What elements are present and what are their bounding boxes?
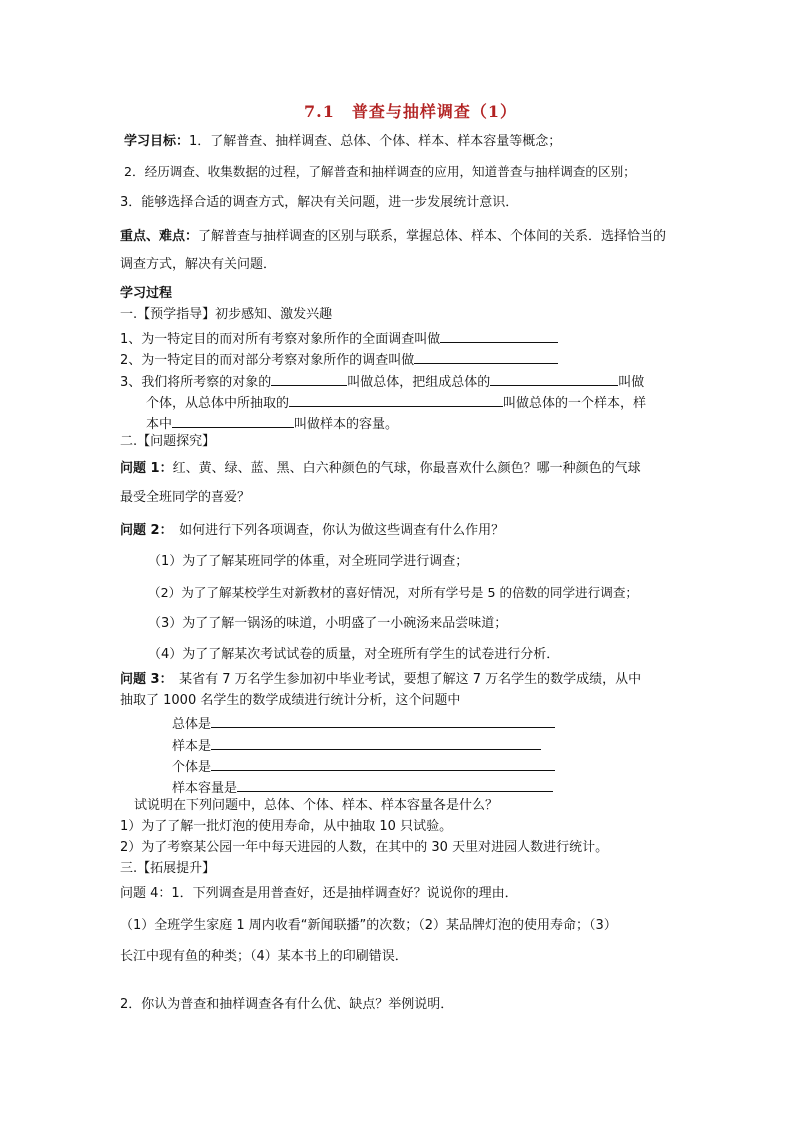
problem-1-line-2: 最受全班同学的喜爱？ [120, 490, 251, 505]
problem-2-item: （2）为了了解某校学生对新教材的喜好情况，对所有学号是 5 的倍数的同学进行调查； [148, 585, 639, 600]
population-field [172, 713, 555, 734]
problem-1-line-1 [120, 460, 641, 478]
section-3-heading: 三.【拓展提升】 [120, 861, 216, 876]
field-label: 样本容量是 [172, 781, 238, 796]
page-title: 7.1 普查与抽样调查（1） [304, 102, 517, 121]
section-2-heading: 二.【问题探究】 [120, 434, 216, 449]
key-points-line-1 [120, 228, 666, 246]
learning-goal-3: 3．能够选择合适的调查方式，解决有关问题，进一步发展统计意识． [120, 195, 519, 210]
problem-2-item: （3）为了了解一锅汤的味道，小明盛了一小碗汤来品尝味道； [148, 616, 508, 631]
answer-blank[interactable] [211, 713, 555, 728]
answer-blank[interactable] [440, 328, 558, 343]
learning-goals-label: 学习目标： [124, 134, 190, 149]
individual-field [172, 756, 555, 777]
answer-blank[interactable] [271, 371, 347, 386]
section-1-heading: 一.【预学指导】初步感知、激发兴趣 [120, 307, 333, 322]
problem-4-question-2: 2．你认为普查和抽样调查各有什么优、缺点？举例说明． [120, 997, 454, 1012]
question-3-text: 本中 [146, 417, 173, 432]
question-3-line-2 [146, 392, 646, 413]
question-3-text: 个体，从总体中所抽取的 [146, 396, 290, 411]
problem-4-line-1: 问题 4：1．下列调查是用普查好，还是抽样调查好？说说你的理由． [120, 886, 518, 901]
problem-2-item: （1）为了了解某班同学的体重，对全班同学进行调查； [148, 554, 469, 569]
question-3-text: 叫做样本的容量。 [294, 417, 399, 432]
key-points-label: 重点、难点： [120, 229, 199, 244]
question-2-text: 2、为一特定目的而对部分考察对象所作的调查叫做 [120, 353, 415, 368]
problem-3-sub-2: 2）为了考察某公园一年中每天进园的人数，在其中的 30 天里对进园人数进行统计。 [120, 840, 609, 855]
answer-blank[interactable] [172, 413, 294, 428]
problem-3-sub-1: 1）为了了解一批灯泡的使用寿命，从中抽取 10 只试验。 [120, 819, 453, 834]
key-points-text-2: 调查方式，解决有关问题． [120, 257, 277, 272]
problem-3-text: 某省有 7 万名学生参加初中毕业考试，要想了解这 7 万名学生的数学成绩，从中 [166, 672, 642, 687]
question-3-line-3 [146, 413, 398, 434]
problem-2-line [120, 522, 504, 540]
process-heading: 学习过程 [120, 286, 173, 301]
field-label: 总体是 [172, 717, 212, 732]
problem-2-text: 如何进行下列各项调查，你认为做这些调查有什么作用？ [166, 523, 505, 538]
learning-goals-line-1 [124, 133, 561, 151]
question-3-text: 叫做 [618, 375, 645, 390]
field-label: 个体是 [172, 760, 212, 775]
problem-4-line-2: （1）全班学生家庭 1 周内收看“新闻联播”的次数；（2）某品牌灯泡的使用寿命；（3） [120, 918, 617, 933]
answer-blank[interactable] [289, 392, 503, 407]
problem-1-label: 问题 1： [120, 461, 173, 476]
question-1-line [120, 328, 558, 349]
key-points-text-1: 了解普查与抽样调查的区别与联系，掌握总体、样本、个体间的关系．选择恰当的 [198, 229, 667, 244]
problem-1-text: 红、黄、绿、蓝、黑、白六种颜色的气球，你最喜欢什么颜色？哪一种颜色的气球 [172, 461, 641, 476]
problem-4-line-3: 长江中现有鱼的种类；（4）某本书上的印刷错误． [120, 949, 408, 964]
question-3-line-1 [120, 371, 644, 392]
answer-blank[interactable] [414, 349, 558, 364]
learning-goal-2: 2．经历调查、收集数据的过程，了解普查和抽样调查的应用，知道普查与抽样调查的区别； [124, 164, 636, 179]
question-3-text: 叫做总体，把组成总体的 [347, 375, 491, 390]
sample-size-field [172, 777, 553, 798]
question-1-text: 1、为一特定目的而对所有考察对象所作的全面调查叫做 [120, 332, 441, 347]
question-3-text: 叫做总体的一个样本，样 [503, 396, 647, 411]
sample-field [172, 735, 541, 756]
field-label: 样本是 [172, 739, 212, 754]
learning-goal-1: 1．了解普查、抽样调查、总体、个体、样本、样本容量等概念； [189, 134, 562, 149]
answer-blank[interactable] [211, 735, 541, 750]
question-2-line [120, 349, 558, 370]
answer-blank[interactable] [211, 756, 555, 771]
answer-blank[interactable] [490, 371, 618, 386]
problem-3-label: 问题 3： [120, 672, 167, 687]
problem-3-line-2: 抽取了 1000 名学生的数学成绩进行统计分析，这个问题中 [120, 693, 461, 708]
answer-blank[interactable] [237, 777, 553, 792]
problem-3-line-1 [120, 671, 641, 689]
problem-2-label: 问题 2： [120, 523, 167, 538]
problem-2-item: （4）为了了解某次考试试卷的质量，对全班所有学生的试卷进行分析． [148, 647, 560, 662]
question-3-text: 3、我们将所考察的对象的 [120, 375, 272, 390]
problem-3-try: 试说明在下列问题中，总体、个体、样本、样本容量各是什么？ [134, 798, 499, 813]
